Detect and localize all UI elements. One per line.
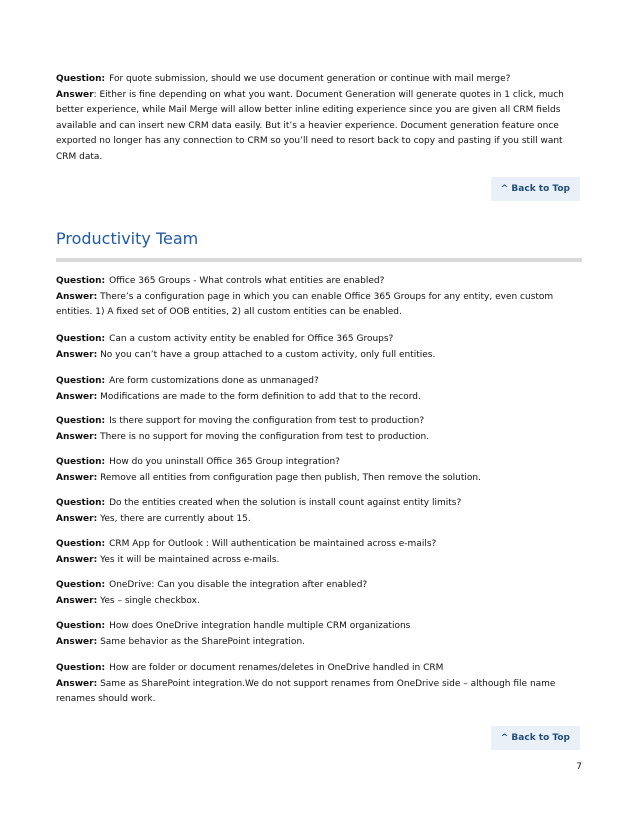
- question-text: Office 365 Groups - What controls what entities are enabled?: [109, 276, 385, 286]
- qa-item: [56, 455, 578, 486]
- answer-text: Same as SharePoint integration.We do not support renames from OneDrive side – although file name renames should work.: [56, 678, 556, 704]
- answer-line: [56, 390, 578, 406]
- question-text: How do you uninstall Office 365 Group integration?: [109, 457, 340, 467]
- question-label: Question:: [56, 580, 106, 590]
- question-text: Is there support for moving the configuration from test to production?: [109, 416, 425, 426]
- question-line: [56, 274, 578, 290]
- question-line: [56, 496, 578, 512]
- question-text: CRM App for Outlook : Will authentication be maintained across e-mails?: [109, 539, 437, 549]
- answer-line: [56, 553, 578, 569]
- question-label: Question:: [56, 416, 106, 426]
- answer-line: [56, 430, 578, 446]
- answer-label: Answer:: [56, 391, 98, 402]
- question-label: Question:: [56, 276, 106, 286]
- answer-text: Modifications are made to the form definition to add that to the record.: [100, 391, 421, 402]
- question-label: Question:: [56, 376, 106, 386]
- answer-label: Answer:: [56, 678, 98, 689]
- qa-item: [56, 537, 578, 568]
- answer-text: Yes, there are currently about 15.: [100, 513, 251, 524]
- qa-item: [56, 661, 578, 708]
- answer-label: Answer:: [56, 636, 98, 647]
- question-line: [56, 374, 578, 390]
- question-line: [56, 332, 578, 348]
- section-divider: [56, 258, 582, 262]
- answer-text: There’s a configuration page in which you can enable Office 365 Groups for any entity, even custom entities. 1) A fixed set of OOB entities, 2) all custom entities can be enabled.: [56, 291, 554, 317]
- question-line: [56, 455, 578, 471]
- answer-text: : Either is fine depending on what you want. Document Generation will generate quotes in 1 click, much better experience, while Mail Merge will allow better inline editing experience since you are given all CRM fields available and can insert new CRM data easily. But it’s a heavier experience. Document generation feature once exported no longer has any connection to CRM so you’ll need to resort back to copy and pasting if you still want CRM data.: [56, 89, 564, 162]
- back-to-top-link[interactable]: ^ Back to Top: [491, 726, 580, 750]
- question-text: Can a custom activity entity be enabled for Office 365 Groups?: [109, 334, 394, 344]
- answer-label: Answer: [56, 89, 94, 100]
- qa-item: [56, 619, 578, 650]
- answer-label: Answer:: [56, 595, 98, 606]
- answer-label: Answer:: [56, 513, 98, 524]
- answer-text: Remove all entities from configuration page then publish, Then remove the solution.: [100, 472, 481, 483]
- answer-label: Answer:: [56, 291, 98, 302]
- answer-line: [56, 348, 578, 364]
- question-label: Question:: [56, 334, 106, 344]
- question-line: [56, 661, 578, 677]
- qa-block-intro: [56, 72, 578, 165]
- question-text: Are form customizations done as unmanaged?: [109, 376, 319, 386]
- answer-text: Same behavior as the SharePoint integration.: [100, 636, 306, 647]
- question-line: [56, 414, 578, 430]
- page-number: 7: [576, 762, 582, 772]
- section-title: Productivity Team: [56, 229, 199, 248]
- answer-line: [56, 594, 578, 610]
- answer-label: Answer:: [56, 472, 98, 483]
- answer-label: Answer:: [56, 554, 98, 565]
- qa-item: [56, 578, 578, 609]
- answer-label: Answer:: [56, 431, 98, 442]
- qa-item: [56, 274, 578, 321]
- question-text: How are folder or document renames/deletes in OneDrive handled in CRM: [109, 663, 444, 673]
- question-label: Question:: [56, 457, 106, 467]
- qa-item: [56, 374, 578, 405]
- question-text: For quote submission, should we use document generation or continue with mail merge?: [109, 74, 511, 84]
- question-label: Question:: [56, 539, 106, 549]
- answer-line: [56, 471, 578, 487]
- answer-line: [56, 677, 578, 708]
- answer-text: Yes it will be maintained across e-mails.: [100, 554, 280, 565]
- answer-text: No you can’t have a group attached to a custom activity, only full entities.: [100, 349, 436, 360]
- qa-item: [56, 332, 578, 363]
- answer-text: There is no support for moving the configuration from test to production.: [100, 431, 430, 442]
- qa-item: [56, 496, 578, 527]
- question-line: [56, 72, 578, 88]
- answer-label: Answer:: [56, 349, 98, 360]
- answer-line: [56, 635, 578, 651]
- answer-text: Yes – single checkbox.: [100, 595, 200, 606]
- question-text: Do the entities created when the solution is install count against entity limits?: [109, 498, 462, 508]
- answer-line: [56, 512, 578, 528]
- question-line: [56, 619, 578, 635]
- answer-line: [56, 88, 578, 166]
- question-text: OneDrive: Can you disable the integration after enabled?: [109, 580, 368, 590]
- question-label: Question:: [56, 621, 106, 631]
- question-label: Question:: [56, 663, 106, 673]
- question-line: [56, 537, 578, 553]
- back-to-top-link[interactable]: ^ Back to Top: [491, 177, 580, 201]
- question-text: How does OneDrive integration handle multiple CRM organizations: [109, 621, 411, 631]
- question-label: Question:: [56, 498, 106, 508]
- question-label: Question:: [56, 74, 106, 84]
- question-line: [56, 578, 578, 594]
- answer-line: [56, 290, 578, 321]
- qa-item: [56, 414, 578, 445]
